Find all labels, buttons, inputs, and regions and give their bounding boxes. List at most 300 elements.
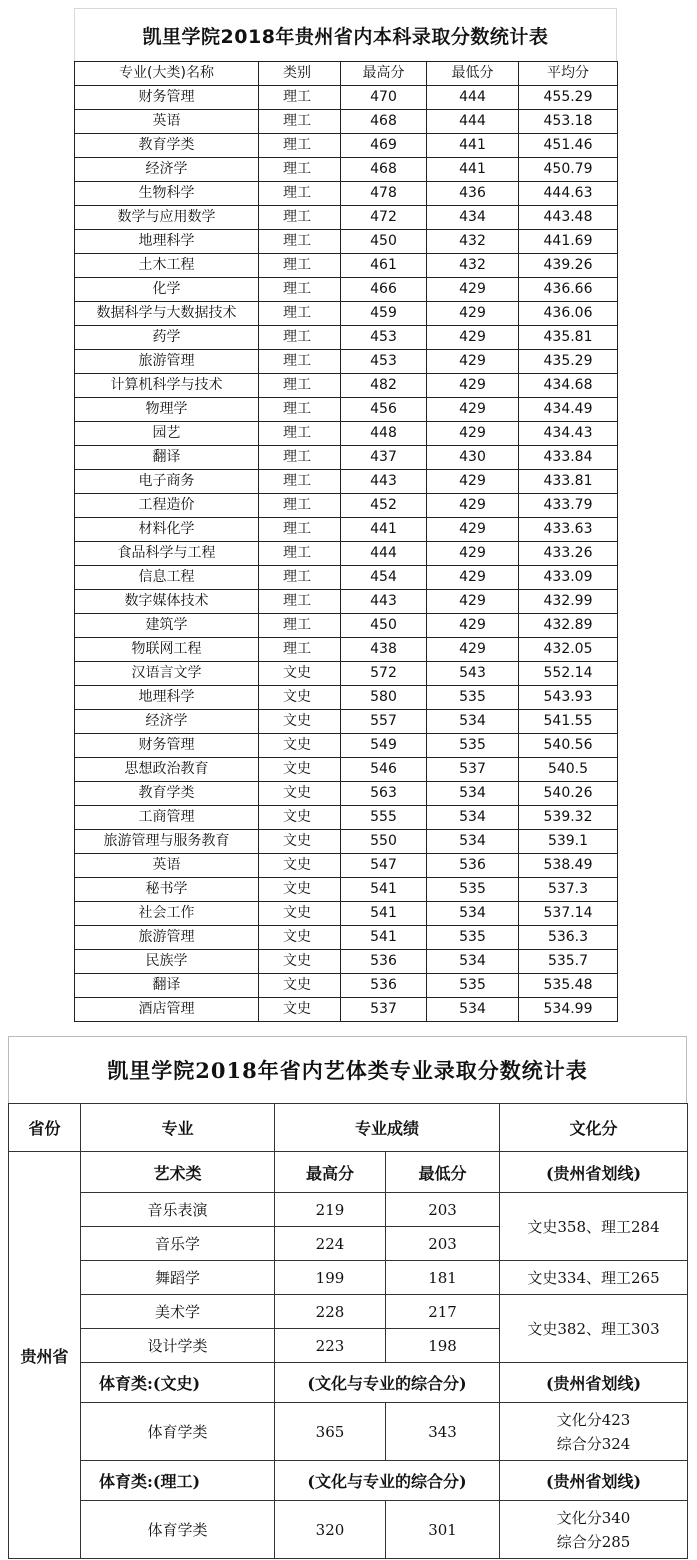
category: 理工	[259, 422, 341, 446]
major-name: 电子商务	[75, 470, 259, 494]
major-name: 民族学	[75, 950, 259, 974]
min-score: 429	[427, 518, 519, 542]
avg-score: 433.81	[519, 470, 618, 494]
avg-score: 450.79	[519, 158, 618, 182]
max-score: 459	[341, 302, 427, 326]
major-name: 英语	[75, 854, 259, 878]
major-name: 建筑学	[75, 614, 259, 638]
sport-ligong-label: 体育类:(理工)	[81, 1461, 275, 1501]
major-name: 数字媒体技术	[75, 590, 259, 614]
major-name: 药学	[75, 326, 259, 350]
max-score: 557	[341, 710, 427, 734]
min-score: 429	[427, 542, 519, 566]
min-score: 535	[427, 926, 519, 950]
table-row	[75, 350, 618, 374]
max-score: 546	[341, 758, 427, 782]
table-row	[75, 950, 618, 974]
category: 文史	[259, 926, 341, 950]
min-score: 436	[427, 182, 519, 206]
max-score: 219	[275, 1193, 386, 1227]
min-score: 536	[427, 854, 519, 878]
avg-score: 536.3	[519, 926, 618, 950]
major-name: 汉语言文学	[75, 662, 259, 686]
min-score: 444	[427, 86, 519, 110]
max-score: 456	[341, 398, 427, 422]
major-name: 音乐学	[81, 1227, 275, 1261]
table-row	[9, 1193, 688, 1227]
min-score: 441	[427, 134, 519, 158]
table-row	[75, 302, 618, 326]
min-score: 534	[427, 830, 519, 854]
major-name: 地理科学	[75, 230, 259, 254]
min-score: 535	[427, 974, 519, 998]
table-2-grid	[8, 1103, 688, 1559]
max-score: 536	[341, 974, 427, 998]
category: 文史	[259, 710, 341, 734]
min-score: 543	[427, 662, 519, 686]
max-score: 448	[341, 422, 427, 446]
header-province: 省份	[9, 1104, 81, 1152]
major-name: 秘书学	[75, 878, 259, 902]
avg-score: 534.99	[519, 998, 618, 1022]
avg-score: 432.05	[519, 638, 618, 662]
avg-score: 451.46	[519, 134, 618, 158]
max-score: 580	[341, 686, 427, 710]
min-score: 432	[427, 254, 519, 278]
max-score: 443	[341, 590, 427, 614]
avg-score: 537.3	[519, 878, 618, 902]
major-name: 社会工作	[75, 902, 259, 926]
category: 理工	[259, 614, 341, 638]
culture-line: 文史334、理工265	[500, 1261, 688, 1295]
min-score: 301	[386, 1501, 500, 1559]
sport-ligong-composite-label: (文化与专业的综合分)	[275, 1461, 500, 1501]
major-name: 土木工程	[75, 254, 259, 278]
min-score: 441	[427, 158, 519, 182]
major-name: 地理科学	[75, 686, 259, 710]
table-row	[75, 710, 618, 734]
major-name: 工商管理	[75, 806, 259, 830]
min-score: 534	[427, 998, 519, 1022]
category: 文史	[259, 830, 341, 854]
avg-score: 539.32	[519, 806, 618, 830]
major-name: 生物科学	[75, 182, 259, 206]
table-row	[75, 758, 618, 782]
header-min-score: 最低分	[427, 62, 519, 86]
max-score: 452	[341, 494, 427, 518]
avg-score: 540.26	[519, 782, 618, 806]
category: 文史	[259, 950, 341, 974]
avg-score: 433.79	[519, 494, 618, 518]
min-score: 534	[427, 902, 519, 926]
max-score: 453	[341, 326, 427, 350]
major-name: 园艺	[75, 422, 259, 446]
max-score: 228	[275, 1295, 386, 1329]
max-score: 468	[341, 158, 427, 182]
table-row	[75, 446, 618, 470]
avg-score: 439.26	[519, 254, 618, 278]
max-score: 223	[275, 1329, 386, 1363]
table-row	[75, 494, 618, 518]
composite-score-text: 综合分285	[556, 1532, 631, 1551]
table-row	[75, 206, 618, 230]
max-score: 550	[341, 830, 427, 854]
max-score: 469	[341, 134, 427, 158]
culture-line	[500, 1403, 688, 1461]
major-name: 翻译	[75, 446, 259, 470]
table-row	[75, 518, 618, 542]
art-subheader-row	[9, 1152, 688, 1193]
category: 理工	[259, 110, 341, 134]
min-score: 217	[386, 1295, 500, 1329]
min-score: 534	[427, 806, 519, 830]
category: 理工	[259, 374, 341, 398]
max-score: 536	[341, 950, 427, 974]
max-score: 450	[341, 614, 427, 638]
avg-score: 540.56	[519, 734, 618, 758]
major-name: 材料化学	[75, 518, 259, 542]
min-score: 181	[386, 1261, 500, 1295]
art-min-label: 最低分	[386, 1152, 500, 1193]
category: 理工	[259, 638, 341, 662]
max-score: 453	[341, 350, 427, 374]
table-row	[75, 902, 618, 926]
min-score: 429	[427, 302, 519, 326]
avg-score: 433.09	[519, 566, 618, 590]
table-row	[75, 398, 618, 422]
max-score: 443	[341, 470, 427, 494]
table-row	[75, 374, 618, 398]
avg-score: 435.29	[519, 350, 618, 374]
culture-line	[500, 1501, 688, 1559]
min-score: 203	[386, 1227, 500, 1261]
max-score: 478	[341, 182, 427, 206]
table-row	[75, 110, 618, 134]
table-row	[75, 422, 618, 446]
avg-score: 541.55	[519, 710, 618, 734]
category: 文史	[259, 998, 341, 1022]
major-name: 设计学类	[81, 1329, 275, 1363]
major-name: 化学	[75, 278, 259, 302]
table-row	[75, 470, 618, 494]
sport-wenshi-label: 体育类:(文史)	[81, 1363, 275, 1403]
table-row	[75, 278, 618, 302]
avg-score: 432.89	[519, 614, 618, 638]
min-score: 198	[386, 1329, 500, 1363]
min-score: 429	[427, 470, 519, 494]
table-row	[75, 878, 618, 902]
category: 文史	[259, 902, 341, 926]
category: 理工	[259, 158, 341, 182]
avg-score: 433.26	[519, 542, 618, 566]
max-score: 572	[341, 662, 427, 686]
min-score: 534	[427, 710, 519, 734]
avg-score: 552.14	[519, 662, 618, 686]
table-row	[75, 158, 618, 182]
category: 理工	[259, 398, 341, 422]
min-score: 535	[427, 686, 519, 710]
table-row	[75, 854, 618, 878]
major-name: 体育学类	[81, 1501, 275, 1559]
avg-score: 434.68	[519, 374, 618, 398]
avg-score: 433.84	[519, 446, 618, 470]
major-name: 数学与应用数学	[75, 206, 259, 230]
category: 文史	[259, 806, 341, 830]
category: 文史	[259, 758, 341, 782]
header-major: 专业	[81, 1104, 275, 1152]
min-score: 430	[427, 446, 519, 470]
min-score: 432	[427, 230, 519, 254]
min-score: 343	[386, 1403, 500, 1461]
avg-score: 436.06	[519, 302, 618, 326]
max-score: 454	[341, 566, 427, 590]
table-row	[75, 998, 618, 1022]
category: 理工	[259, 566, 341, 590]
category: 理工	[259, 86, 341, 110]
min-score: 429	[427, 494, 519, 518]
category: 理工	[259, 134, 341, 158]
table-row	[75, 662, 618, 686]
category: 理工	[259, 182, 341, 206]
major-name: 经济学	[75, 158, 259, 182]
avg-score: 540.5	[519, 758, 618, 782]
table-row	[75, 230, 618, 254]
header-culture-score: 文化分	[500, 1104, 688, 1152]
table-row	[75, 542, 618, 566]
max-score: 461	[341, 254, 427, 278]
avg-score: 538.49	[519, 854, 618, 878]
min-score: 203	[386, 1193, 500, 1227]
max-score: 537	[341, 998, 427, 1022]
min-score: 429	[427, 350, 519, 374]
category: 理工	[259, 542, 341, 566]
min-score: 534	[427, 782, 519, 806]
culture-line: 文史382、理工303	[500, 1295, 688, 1363]
major-name: 信息工程	[75, 566, 259, 590]
header-category: 类别	[259, 62, 341, 86]
admission-score-table-2	[8, 1036, 687, 1559]
table-row	[75, 566, 618, 590]
min-score: 429	[427, 374, 519, 398]
table-row	[75, 734, 618, 758]
sport-ligong-line-label: (贵州省划线)	[500, 1461, 688, 1501]
category: 文史	[259, 974, 341, 998]
category: 文史	[259, 686, 341, 710]
table-row	[9, 1501, 688, 1559]
table-row	[75, 182, 618, 206]
sport-ligong-subheader-row	[9, 1461, 688, 1501]
avg-score: 444.63	[519, 182, 618, 206]
avg-score: 455.29	[519, 86, 618, 110]
avg-score: 453.18	[519, 110, 618, 134]
major-name: 工程造价	[75, 494, 259, 518]
avg-score: 535.7	[519, 950, 618, 974]
avg-score: 433.63	[519, 518, 618, 542]
art-max-label: 最高分	[275, 1152, 386, 1193]
min-score: 535	[427, 734, 519, 758]
max-score: 472	[341, 206, 427, 230]
table-1-grid	[74, 61, 618, 1022]
table-row	[9, 1261, 688, 1295]
min-score: 444	[427, 110, 519, 134]
max-score: 541	[341, 902, 427, 926]
table-row	[9, 1403, 688, 1461]
table-row	[75, 806, 618, 830]
category: 理工	[259, 254, 341, 278]
min-score: 429	[427, 638, 519, 662]
major-name: 食品科学与工程	[75, 542, 259, 566]
header-max-score: 最高分	[341, 62, 427, 86]
culture-score-text: 文化分340	[556, 1508, 631, 1527]
max-score: 466	[341, 278, 427, 302]
avg-score: 539.1	[519, 830, 618, 854]
major-name: 英语	[75, 110, 259, 134]
avg-score: 435.81	[519, 326, 618, 350]
min-score: 429	[427, 326, 519, 350]
art-line-label: (贵州省划线)	[500, 1152, 688, 1193]
category: 文史	[259, 662, 341, 686]
table-row	[75, 686, 618, 710]
max-score: 438	[341, 638, 427, 662]
max-score: 541	[341, 878, 427, 902]
header-major-score: 专业成绩	[275, 1104, 500, 1152]
category: 理工	[259, 230, 341, 254]
min-score: 434	[427, 206, 519, 230]
sport-wenshi-line-label: (贵州省划线)	[500, 1363, 688, 1403]
category: 理工	[259, 494, 341, 518]
avg-score: 543.93	[519, 686, 618, 710]
major-name: 物理学	[75, 398, 259, 422]
max-score: 549	[341, 734, 427, 758]
avg-score: 436.66	[519, 278, 618, 302]
major-name: 旅游管理	[75, 350, 259, 374]
min-score: 535	[427, 878, 519, 902]
major-name: 教育学类	[75, 134, 259, 158]
culture-score-text: 文化分423	[556, 1410, 631, 1429]
table-row	[75, 614, 618, 638]
min-score: 429	[427, 566, 519, 590]
min-score: 429	[427, 278, 519, 302]
max-score: 444	[341, 542, 427, 566]
major-name: 翻译	[75, 974, 259, 998]
table-2-header-row	[9, 1104, 688, 1152]
max-score: 450	[341, 230, 427, 254]
min-score: 537	[427, 758, 519, 782]
max-score: 468	[341, 110, 427, 134]
category: 理工	[259, 206, 341, 230]
sport-wenshi-subheader-row	[9, 1363, 688, 1403]
max-score: 365	[275, 1403, 386, 1461]
major-name: 音乐表演	[81, 1193, 275, 1227]
max-score: 547	[341, 854, 427, 878]
max-score: 224	[275, 1227, 386, 1261]
table-row	[75, 974, 618, 998]
table-row	[75, 86, 618, 110]
category: 文史	[259, 854, 341, 878]
min-score: 534	[427, 950, 519, 974]
table-row	[75, 782, 618, 806]
table-row	[9, 1295, 688, 1329]
major-name: 体育学类	[81, 1403, 275, 1461]
composite-score-text: 综合分324	[556, 1434, 631, 1453]
avg-score: 432.99	[519, 590, 618, 614]
table-row	[75, 638, 618, 662]
major-name: 酒店管理	[75, 998, 259, 1022]
category: 理工	[259, 470, 341, 494]
table-row	[75, 254, 618, 278]
category: 理工	[259, 518, 341, 542]
max-score: 563	[341, 782, 427, 806]
table-row	[75, 830, 618, 854]
max-score: 555	[341, 806, 427, 830]
culture-line: 文史358、理工284	[500, 1193, 688, 1261]
category: 理工	[259, 278, 341, 302]
category: 理工	[259, 446, 341, 470]
category: 理工	[259, 302, 341, 326]
max-score: 541	[341, 926, 427, 950]
category: 文史	[259, 878, 341, 902]
admission-score-table-1	[74, 8, 617, 1022]
max-score: 199	[275, 1261, 386, 1295]
province-cell: 贵州省	[9, 1152, 81, 1559]
avg-score: 535.48	[519, 974, 618, 998]
max-score: 437	[341, 446, 427, 470]
max-score: 320	[275, 1501, 386, 1559]
art-category-label: 艺术类	[81, 1152, 275, 1193]
table-row	[75, 326, 618, 350]
category: 文史	[259, 734, 341, 758]
max-score: 470	[341, 86, 427, 110]
avg-score: 537.14	[519, 902, 618, 926]
major-name: 经济学	[75, 710, 259, 734]
avg-score: 434.43	[519, 422, 618, 446]
category: 理工	[259, 590, 341, 614]
table-row	[75, 926, 618, 950]
avg-score: 443.48	[519, 206, 618, 230]
max-score: 441	[341, 518, 427, 542]
header-avg-score: 平均分	[519, 62, 618, 86]
table-row	[75, 134, 618, 158]
major-name: 旅游管理	[75, 926, 259, 950]
major-name: 物联网工程	[75, 638, 259, 662]
table-row	[75, 590, 618, 614]
major-name: 财务管理	[75, 734, 259, 758]
major-name: 美术学	[81, 1295, 275, 1329]
max-score: 482	[341, 374, 427, 398]
major-name: 计算机科学与技术	[75, 374, 259, 398]
avg-score: 434.49	[519, 398, 618, 422]
major-name: 旅游管理与服务教育	[75, 830, 259, 854]
min-score: 429	[427, 614, 519, 638]
header-major-name: 专业(大类)名称	[75, 62, 259, 86]
table-2-title: 凯里学院2018年省内艺体类专业录取分数统计表	[8, 1036, 687, 1103]
major-name: 舞蹈学	[81, 1261, 275, 1295]
major-name: 教育学类	[75, 782, 259, 806]
sport-wenshi-composite-label: (文化与专业的综合分)	[275, 1363, 500, 1403]
category: 理工	[259, 326, 341, 350]
category: 文史	[259, 782, 341, 806]
major-name: 思想政治教育	[75, 758, 259, 782]
min-score: 429	[427, 590, 519, 614]
major-name: 数据科学与大数据技术	[75, 302, 259, 326]
category: 理工	[259, 350, 341, 374]
table-1-header-row	[75, 62, 618, 86]
avg-score: 441.69	[519, 230, 618, 254]
table-1-title: 凯里学院2018年贵州省内本科录取分数统计表	[74, 8, 617, 61]
major-name: 财务管理	[75, 86, 259, 110]
min-score: 429	[427, 398, 519, 422]
min-score: 429	[427, 422, 519, 446]
